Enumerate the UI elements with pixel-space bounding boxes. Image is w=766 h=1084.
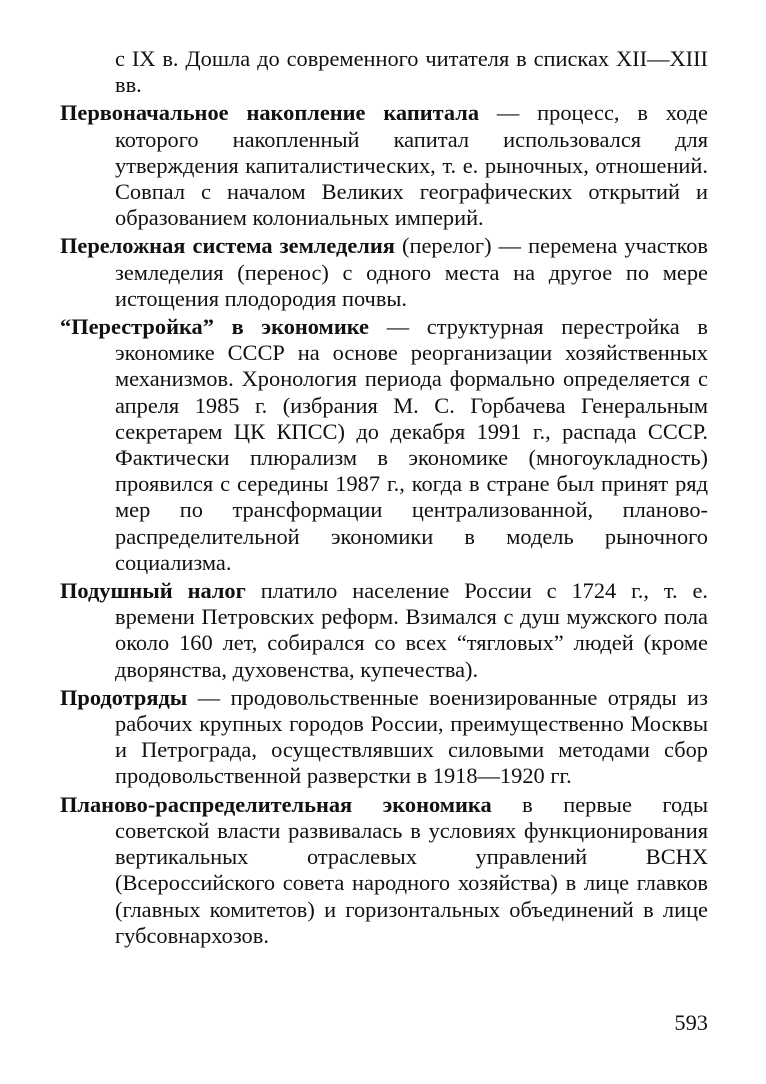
glossary-entry: [60, 314, 708, 576]
entry-term: Первоначальное накопление капитала: [60, 100, 480, 126]
entry-term: Продотряды: [60, 684, 188, 710]
glossary-entry: [60, 233, 708, 312]
page-number: 593: [674, 1010, 708, 1035]
entry-term: Подушный налог: [60, 578, 246, 604]
entry-term: Планово-распределительная экономика: [60, 791, 492, 817]
glossary-entry: [60, 685, 708, 790]
glossary-page: [60, 46, 708, 951]
entry-definition: (перелог) — перемена участков земледелия (перенос) с одного места на другое по мере истощения плодородия почвы.: [115, 233, 709, 311]
entry-term: Переложная система земледелия: [60, 233, 395, 259]
continuation-text: с IX в. Дошла до современного читателя в списках XII—XIII вв.: [115, 46, 708, 98]
glossary-entry: [60, 100, 708, 231]
entry-definition: платило население России с 1724 г., т. е. времени Петровских реформ. Взимался с душ мужского пола около 160 лет, собирался со всех “тягловых” людей (кроме дворянства, духовенства, купечества).: [115, 578, 708, 682]
glossary-entry: [60, 578, 708, 683]
entry-definition: — процесс, в ходе которого накопленный капитал использовался для утверждения капиталистических, т. е. рыночных, отношений. Совпал с началом Великих географических открытий и образованием колониальных империй.: [115, 100, 708, 231]
glossary-entry: [60, 792, 708, 949]
entry-term: “Перестройка” в экономике: [60, 314, 369, 340]
entry-definition: в первые годы советской власти развивалась в условиях функционирования вертикальных отраслевых управлений ВСНХ (Всероссийского совета народного хозяйства) в лице главков (главных комитетов) и горизонтальных объединений в лице губсовнархозов.: [115, 791, 708, 948]
entry-definition: — продовольственные военизированные отряды из рабочих крупных городов России, преимущественно Москвы и Петрограда, осуществлявших силовыми методами сбор продовольственной разверстки в 1918—1920 гг.: [115, 684, 708, 789]
entry-definition: — структурная перестройка в экономике СССР на основе реорганизации хозяйственных механизмов. Хронология периода формально определяется с апреля 1985 г. (избрания М. С. Горбачева Генеральным секретарем ЦК КПСС) до декабря 1991 г., распада СССР. Фактически плюрализм в экономике (многоукладность) проявился с середины 1987 г., когда в стране был принят ряд мер по трансформации централизованной, планово-распределительной экономики в модель рыночного социализма.: [115, 314, 708, 575]
